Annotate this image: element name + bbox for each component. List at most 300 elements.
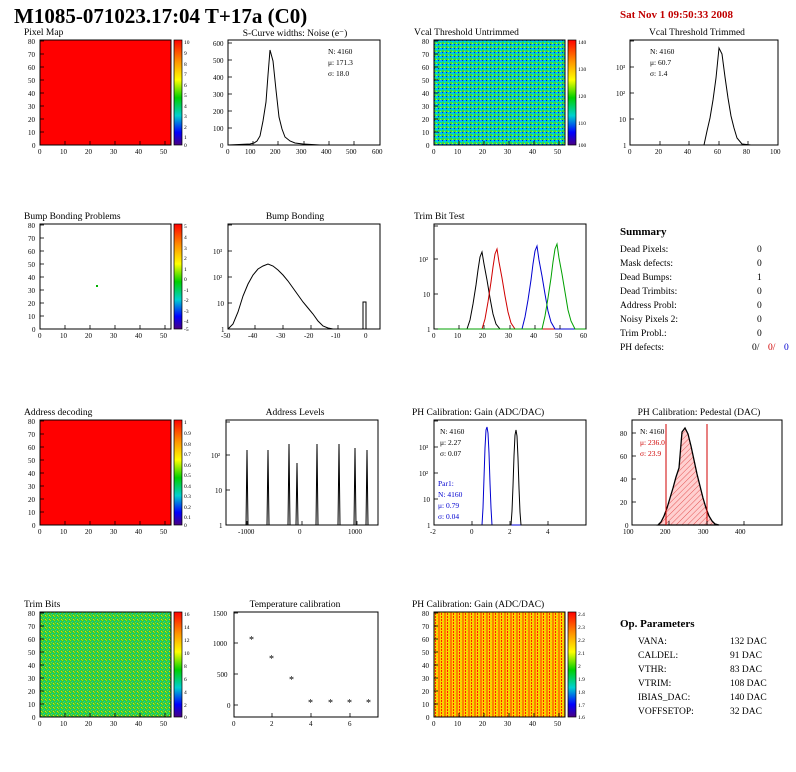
svg-text:80: 80: [28, 222, 35, 230]
svg-text:0: 0: [38, 720, 42, 728]
svg-text:1: 1: [427, 522, 431, 530]
svg-text:0: 0: [232, 720, 236, 728]
svg-text:*: *: [328, 698, 333, 709]
svg-text:2: 2: [184, 125, 187, 131]
svg-text:60: 60: [422, 636, 429, 644]
svg-text:4: 4: [184, 690, 187, 696]
svg-text:-50: -50: [221, 332, 231, 340]
heatmap-pixel-map: [14, 28, 194, 158]
svg-text:0: 0: [38, 332, 42, 340]
svg-text:30: 30: [504, 720, 511, 728]
svg-text:300: 300: [213, 91, 224, 99]
op-param-value: 132 DAC: [730, 637, 767, 647]
svg-text:N: 4160: N: 4160: [440, 427, 465, 436]
svg-text:30: 30: [28, 675, 35, 683]
svg-text:40: 40: [28, 470, 35, 478]
svg-text:60: 60: [714, 148, 721, 156]
svg-text:4: 4: [184, 104, 187, 110]
svg-text:1: 1: [184, 420, 187, 426]
summary-row: Dead Pixels:: [620, 245, 669, 255]
svg-text:20: 20: [422, 688, 429, 696]
svg-text:N: 4160: N: 4160: [640, 427, 665, 436]
svg-text:σ: 0.07: σ: 0.07: [440, 449, 462, 458]
svg-text:0.5: 0.5: [184, 473, 191, 479]
svg-text:40: 40: [422, 662, 429, 670]
svg-text:10: 10: [454, 720, 461, 728]
svg-text:40: 40: [684, 148, 691, 156]
svg-text:2: 2: [578, 664, 581, 670]
svg-text:110: 110: [578, 121, 587, 127]
stat-mu: μ: 171.3: [328, 58, 353, 67]
page-title: M1085-071023.17:04 T+17a (C0): [14, 4, 308, 28]
svg-text:10: 10: [422, 129, 429, 137]
chart-title-ph-gain-map: PH Calibration: Gain (ADC/DAC): [412, 600, 545, 610]
panel-ph-gain-map: [408, 600, 598, 730]
panel-vcal-trimmed: [606, 28, 788, 158]
svg-text:50: 50: [160, 528, 167, 536]
panel-bump-bonding-problems: [14, 212, 194, 342]
svg-text:14: 14: [184, 625, 190, 631]
svg-text:50: 50: [555, 332, 562, 340]
svg-text:50: 50: [160, 148, 167, 156]
defect-pixel: [96, 285, 98, 287]
svg-text:80: 80: [28, 610, 35, 618]
timestamp: Sat Nov 1 09:50:33 2008: [620, 9, 734, 21]
svg-text:40: 40: [135, 528, 142, 536]
svg-text:0: 0: [432, 332, 436, 340]
svg-text:0: 0: [227, 702, 231, 710]
svg-text:-3: -3: [184, 309, 189, 315]
panel-vcal-untrimmed: [408, 28, 598, 158]
svg-text:70: 70: [422, 623, 429, 631]
svg-text:-4: -4: [184, 319, 189, 325]
svg-text:10: 10: [454, 148, 461, 156]
svg-text:50: 50: [160, 332, 167, 340]
lineplot-address-levels: [200, 408, 390, 538]
svg-text:-1: -1: [184, 288, 189, 294]
summary-value: 0: [757, 315, 762, 325]
svg-text:0: 0: [184, 715, 187, 721]
svg-text:1: 1: [219, 522, 223, 530]
svg-text:100: 100: [770, 148, 781, 156]
op-param-label: IBIAS_DAC:: [638, 693, 691, 703]
summary-row: Dead Bumps:: [620, 273, 672, 283]
svg-text:8: 8: [184, 664, 187, 670]
svg-text:0.4: 0.4: [184, 484, 191, 490]
svg-text:20: 20: [422, 116, 429, 124]
summary-value: 0: [757, 259, 762, 269]
svg-text:40: 40: [135, 720, 142, 728]
svg-text:300: 300: [698, 528, 709, 536]
summary-value: 1: [757, 273, 762, 283]
svg-text:70: 70: [422, 51, 429, 59]
svg-text:50: 50: [422, 77, 429, 85]
svg-text:50: 50: [28, 457, 35, 465]
svg-text:0: 0: [184, 143, 187, 149]
svg-text:μ: 236.0: μ: 236.0: [640, 438, 665, 447]
svg-text:*: *: [366, 698, 371, 709]
svg-text:80: 80: [620, 430, 627, 438]
svg-text:20: 20: [85, 148, 92, 156]
svg-text:600: 600: [372, 148, 383, 156]
op-param-value: 83 DAC: [730, 665, 762, 675]
svg-text:1: 1: [184, 135, 187, 141]
svg-text:60: 60: [28, 444, 35, 452]
summary-value: 0: [757, 329, 762, 339]
svg-text:20: 20: [85, 528, 92, 536]
svg-text:30: 30: [28, 483, 35, 491]
chart-title-trim-bit-test: Trim Bit Test: [414, 212, 465, 222]
svg-text:Par1:: Par1:: [438, 479, 454, 488]
svg-text:10: 10: [454, 332, 461, 340]
summary-heading: Summary: [620, 226, 667, 238]
panel-address-decoding: [14, 408, 194, 538]
svg-text:20: 20: [655, 148, 662, 156]
svg-text:50: 50: [554, 148, 561, 156]
svg-text:0: 0: [184, 277, 187, 283]
svg-text:140: 140: [578, 40, 587, 46]
svg-text:1: 1: [427, 326, 431, 334]
svg-text:50: 50: [28, 261, 35, 269]
svg-text:30: 30: [422, 103, 429, 111]
op-param-value: 91 DAC: [730, 651, 762, 661]
svg-text:30: 30: [422, 675, 429, 683]
svg-text:0.6: 0.6: [184, 463, 191, 469]
panel-scurve-widths: [200, 28, 390, 158]
summary-value: 0: [757, 301, 762, 311]
svg-text:10²: 10²: [419, 256, 429, 264]
svg-text:30: 30: [28, 287, 35, 295]
chart-title-address-decoding: Address decoding: [24, 408, 93, 418]
op-param-value: 32 DAC: [730, 707, 762, 717]
svg-text:9: 9: [184, 51, 187, 57]
svg-text:7: 7: [184, 72, 187, 78]
summary-value-2: 0/: [768, 343, 776, 353]
svg-text:σ: 23.9: σ: 23.9: [640, 449, 662, 458]
svg-text:σ: 0.04: σ: 0.04: [438, 512, 460, 521]
svg-text:30: 30: [28, 103, 35, 111]
chart-title-vcal-trimmed: Vcal Threshold Trimmed: [649, 28, 745, 38]
svg-text:0: 0: [298, 528, 302, 536]
svg-text:10³: 10³: [213, 248, 223, 256]
svg-text:10: 10: [423, 496, 430, 504]
op-param-label: VTHR:: [638, 665, 667, 675]
svg-text:20: 20: [479, 332, 486, 340]
svg-text:1.7: 1.7: [578, 703, 585, 709]
svg-text:0: 0: [426, 714, 430, 722]
svg-text:0: 0: [220, 142, 224, 150]
svg-text:0: 0: [470, 528, 474, 536]
svg-text:50: 50: [28, 77, 35, 85]
svg-text:10: 10: [422, 701, 429, 709]
svg-text:20: 20: [479, 720, 486, 728]
svg-text:0: 0: [432, 720, 436, 728]
svg-text:2.2: 2.2: [578, 638, 585, 644]
svg-text:2: 2: [270, 720, 274, 728]
stat-sigma: σ: 18.0: [328, 69, 350, 78]
svg-text:500: 500: [217, 671, 228, 679]
svg-text:10³: 10³: [419, 444, 429, 452]
panel-bump-bonding: [200, 212, 390, 342]
op-param-label: VOFFSETOP:: [638, 707, 694, 717]
heatmap-bump-problems: [14, 212, 194, 342]
svg-text:200: 200: [270, 148, 281, 156]
chart-title-scurve: S-Curve widths: Noise (e⁻): [242, 29, 348, 39]
lineplot-ph-gain-hist: [408, 408, 598, 538]
panel-summary: [612, 226, 792, 356]
svg-text:1000: 1000: [213, 640, 227, 648]
svg-text:20: 20: [28, 300, 35, 308]
svg-text:10: 10: [184, 40, 190, 46]
svg-text:40: 40: [135, 148, 142, 156]
svg-text:1: 1: [221, 326, 225, 334]
svg-text:0.8: 0.8: [184, 442, 191, 448]
svg-text:1: 1: [184, 267, 187, 273]
svg-text:50: 50: [422, 649, 429, 657]
stat-n: N: 4160: [328, 47, 353, 56]
svg-text:40: 40: [28, 90, 35, 98]
panel-ph-pedestal: [606, 408, 792, 538]
chart-title-bump-problems: Bump Bonding Problems: [24, 212, 121, 222]
svg-text:0: 0: [226, 148, 230, 156]
summary-row: Noisy Pixels 2:: [620, 315, 679, 325]
svg-text:10²: 10²: [616, 90, 626, 98]
svg-text:*: *: [269, 654, 274, 665]
svg-text:10: 10: [423, 291, 430, 299]
svg-text:N: 4160: N: 4160: [438, 490, 463, 499]
svg-text:20: 20: [479, 148, 486, 156]
svg-text:2: 2: [508, 528, 512, 536]
svg-text:10: 10: [619, 116, 626, 124]
svg-text:40: 40: [620, 476, 627, 484]
svg-text:500: 500: [213, 57, 224, 65]
svg-text:20: 20: [28, 116, 35, 124]
scatter-temperature-calibration: [200, 600, 390, 730]
svg-text:10: 10: [28, 509, 35, 517]
svg-text:N: 4160: N: 4160: [650, 47, 675, 56]
svg-text:20: 20: [28, 496, 35, 504]
svg-text:6: 6: [184, 677, 187, 683]
svg-text:0: 0: [32, 142, 36, 150]
svg-text:120: 120: [578, 94, 587, 100]
svg-text:30: 30: [504, 148, 511, 156]
svg-text:2: 2: [184, 256, 187, 262]
svg-text:400: 400: [735, 528, 746, 536]
svg-text:100: 100: [213, 125, 224, 133]
svg-text:5: 5: [184, 93, 187, 99]
chart-title-ph-pedestal: PH Calibration: Pedestal (DAC): [637, 408, 761, 418]
panel-temperature-calibration: [200, 600, 390, 730]
summary-row: Dead Trimbits:: [620, 287, 678, 297]
svg-text:1.6: 1.6: [578, 715, 585, 721]
heatmap-vcal-untrimmed: [408, 28, 598, 158]
svg-text:6: 6: [348, 720, 352, 728]
summary-row: PH defects:: [620, 343, 665, 353]
op-param-label: CALDEL:: [638, 651, 679, 661]
svg-text:10: 10: [28, 129, 35, 137]
svg-text:0: 0: [184, 523, 187, 529]
chart-title-bump-bonding: Bump Bonding: [265, 212, 325, 222]
summary-row: Address Probl:: [620, 301, 677, 311]
svg-text:600: 600: [213, 40, 224, 48]
svg-text:1.9: 1.9: [578, 677, 585, 683]
svg-text:200: 200: [213, 108, 224, 116]
svg-text:0.3: 0.3: [184, 494, 191, 500]
svg-text:70: 70: [28, 623, 35, 631]
svg-text:10: 10: [28, 313, 35, 321]
svg-text:0: 0: [38, 528, 42, 536]
svg-text:80: 80: [422, 38, 429, 46]
svg-text:0: 0: [432, 148, 436, 156]
svg-text:*: *: [347, 698, 352, 709]
svg-text:-2: -2: [430, 528, 436, 536]
svg-text:5: 5: [184, 224, 187, 230]
lineplot-ph-pedestal: [606, 408, 792, 538]
heatmap-ph-gain-map: [408, 600, 598, 730]
svg-text:1: 1: [623, 142, 627, 150]
summary-value: 0/: [752, 343, 760, 353]
svg-text:80: 80: [28, 418, 35, 426]
svg-text:-1000: -1000: [238, 528, 255, 536]
svg-text:0: 0: [32, 522, 36, 530]
svg-text:20: 20: [85, 332, 92, 340]
svg-text:*: *: [308, 698, 313, 709]
panel-trim-bit-test: [408, 212, 598, 342]
svg-text:400: 400: [321, 148, 332, 156]
svg-text:0.7: 0.7: [184, 452, 191, 458]
svg-text:40: 40: [530, 332, 537, 340]
svg-text:0: 0: [38, 148, 42, 156]
chart-title-trim-bits: Trim Bits: [24, 600, 61, 610]
svg-text:30: 30: [110, 528, 117, 536]
summary-value: 0: [757, 245, 762, 255]
svg-text:30: 30: [110, 148, 117, 156]
svg-text:-10: -10: [331, 332, 341, 340]
svg-text:50: 50: [28, 649, 35, 657]
op-param-value: 140 DAC: [730, 693, 767, 703]
svg-text:12: 12: [184, 638, 190, 644]
svg-text:10: 10: [60, 148, 67, 156]
svg-text:70: 70: [28, 235, 35, 243]
svg-text:3: 3: [184, 246, 187, 252]
svg-text:500: 500: [346, 148, 357, 156]
svg-text:60: 60: [580, 332, 587, 340]
heatmap-trim-bits: [14, 600, 194, 730]
chart-title-address-levels: Address Levels: [265, 408, 325, 418]
svg-text:0: 0: [364, 332, 368, 340]
chart-title-pixel-map: Pixel Map: [24, 28, 64, 38]
panel-trim-bits: [14, 600, 194, 730]
svg-text:2.1: 2.1: [578, 651, 585, 657]
svg-text:70: 70: [28, 51, 35, 59]
svg-text:60: 60: [422, 64, 429, 72]
svg-text:70: 70: [28, 431, 35, 439]
svg-text:1.8: 1.8: [578, 690, 585, 696]
svg-text:80: 80: [422, 610, 429, 618]
panel-address-levels: [200, 408, 390, 538]
svg-text:20: 20: [85, 720, 92, 728]
svg-text:1500: 1500: [213, 610, 227, 618]
svg-text:σ: 1.4: σ: 1.4: [650, 69, 668, 78]
svg-text:*: *: [249, 635, 254, 646]
panel-ph-gain-hist: [408, 408, 598, 538]
svg-text:μ: 2.27: μ: 2.27: [440, 438, 462, 447]
svg-text:130: 130: [578, 67, 587, 73]
svg-text:30: 30: [505, 332, 512, 340]
svg-text:10: 10: [28, 701, 35, 709]
heatmap-address-decoding: [14, 408, 194, 538]
svg-text:2: 2: [184, 703, 187, 709]
svg-text:40: 40: [28, 662, 35, 670]
svg-text:40: 40: [135, 332, 142, 340]
svg-text:20: 20: [620, 499, 627, 507]
svg-text:0: 0: [426, 142, 430, 150]
svg-text:10²: 10²: [419, 470, 429, 478]
op-param-value: 108 DAC: [730, 679, 767, 689]
svg-text:-30: -30: [276, 332, 286, 340]
chart-title-temperature-calibration: Temperature calibration: [249, 600, 341, 610]
svg-text:60: 60: [620, 453, 627, 461]
panel-pixel-map: [14, 28, 194, 158]
svg-text:100: 100: [623, 528, 634, 536]
svg-text:10²: 10²: [213, 274, 223, 282]
svg-text:10: 10: [60, 528, 67, 536]
svg-text:10³: 10³: [616, 64, 626, 72]
op-parameters-heading: Op. Parameters: [620, 618, 695, 630]
svg-text:6: 6: [184, 83, 187, 89]
svg-text:0.1: 0.1: [184, 515, 191, 521]
svg-text:100: 100: [578, 143, 587, 149]
svg-text:μ: 0.79: μ: 0.79: [438, 501, 460, 510]
svg-text:100: 100: [245, 148, 256, 156]
svg-text:*: *: [289, 675, 294, 686]
svg-text:2.4: 2.4: [578, 612, 585, 618]
chart-title-ph-gain-hist: PH Calibration: Gain (ADC/DAC): [412, 408, 545, 418]
chart-title-vcal-untrimmed: Vcal Threshold Untrimmed: [414, 28, 519, 38]
svg-text:200: 200: [660, 528, 671, 536]
svg-text:-40: -40: [248, 332, 258, 340]
op-param-label: VANA:: [638, 637, 667, 647]
svg-text:0: 0: [625, 522, 629, 530]
svg-text:40: 40: [422, 90, 429, 98]
summary-row: Trim Probl.:: [620, 329, 667, 339]
lineplot-bump-bonding: [200, 212, 390, 342]
summary-value-3: 0: [784, 343, 789, 353]
lineplot-trim-bit-test: [408, 212, 598, 342]
svg-text:10: 10: [215, 487, 222, 495]
lineplot-scurve-widths: [200, 28, 390, 158]
op-param-label: VTRIM:: [638, 679, 672, 689]
svg-text:-20: -20: [304, 332, 314, 340]
svg-text:10: 10: [60, 332, 67, 340]
svg-text:400: 400: [213, 74, 224, 82]
svg-text:60: 60: [28, 636, 35, 644]
svg-text:4: 4: [184, 235, 187, 241]
svg-text:60: 60: [28, 248, 35, 256]
svg-text:10: 10: [60, 720, 67, 728]
svg-text:50: 50: [554, 720, 561, 728]
svg-text:μ: 60.7: μ: 60.7: [650, 58, 672, 67]
svg-text:4: 4: [546, 528, 550, 536]
svg-text:10²: 10²: [211, 452, 221, 460]
summary-value: 0: [757, 287, 762, 297]
svg-text:40: 40: [529, 148, 536, 156]
svg-text:80: 80: [743, 148, 750, 156]
svg-text:60: 60: [28, 64, 35, 72]
svg-text:300: 300: [296, 148, 307, 156]
svg-text:0.9: 0.9: [184, 431, 191, 437]
svg-text:0: 0: [32, 714, 36, 722]
